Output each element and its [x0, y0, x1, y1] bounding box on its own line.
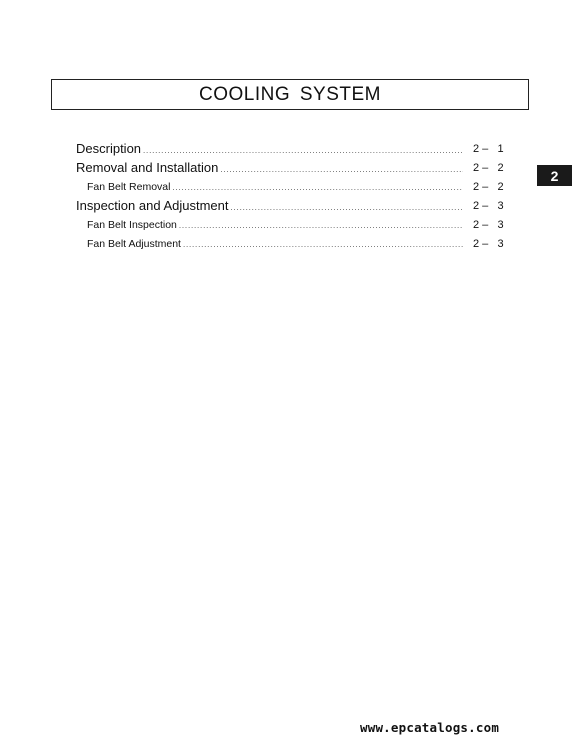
dot-leader: [172, 183, 463, 192]
section-tab: 2: [537, 165, 572, 186]
toc-entry-removal-installation[interactable]: [76, 160, 466, 175]
dot-leader: [179, 221, 463, 230]
toc-entry-label: Fan Belt Inspection: [87, 219, 177, 231]
chapter-title-box: [51, 79, 529, 110]
toc-entry-label: Description: [76, 141, 142, 156]
chapter-title: COOLING SYSTEM: [198, 83, 382, 105]
toc-entry-label: Removal and Installation: [76, 160, 219, 175]
toc-entry-fan-belt-inspection[interactable]: [87, 219, 466, 231]
toc-entry-page: 2 – 2: [473, 181, 504, 193]
toc-entry-page: 2 – 3: [473, 219, 504, 231]
toc-entry-fan-belt-removal[interactable]: [87, 181, 466, 193]
toc-entry-inspection-adjustment[interactable]: [76, 198, 466, 213]
footer-website-link[interactable]: www.epcatalogs.com: [360, 720, 500, 735]
toc-entry-description[interactable]: [76, 141, 466, 156]
toc-entry-fan-belt-adjustment[interactable]: [87, 238, 466, 250]
toc-entry-page: 2 – 2: [473, 162, 504, 174]
toc-entry-page: 2 – 1: [473, 143, 504, 155]
dot-leader: [220, 165, 463, 174]
dot-leader: [183, 240, 463, 249]
toc-entry-page: 2 – 3: [473, 200, 504, 212]
dot-leader: [143, 146, 463, 155]
toc-entry-label: Inspection and Adjustment: [76, 198, 229, 213]
toc-entry-label: Fan Belt Adjustment: [87, 238, 181, 250]
toc-entry-page: 2 – 3: [473, 238, 504, 250]
dot-leader: [231, 203, 464, 212]
toc-entry-label: Fan Belt Removal: [87, 181, 171, 193]
